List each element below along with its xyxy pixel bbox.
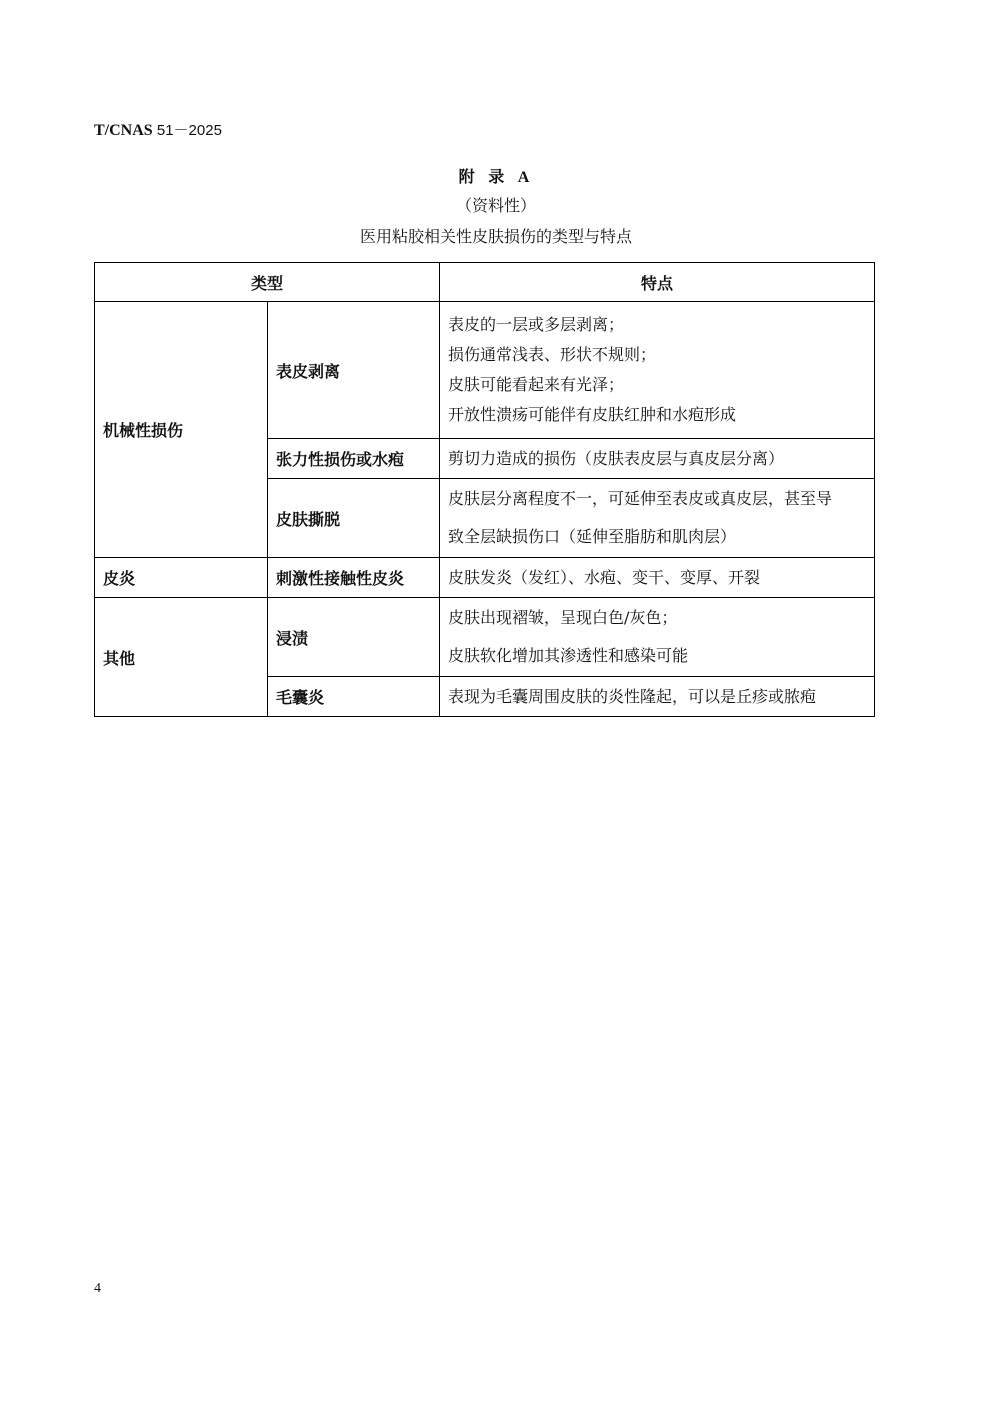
features-cell xyxy=(440,439,875,479)
feature-line: 皮肤层分离程度不一，可延伸至表皮或真皮层，甚至导 xyxy=(448,489,833,508)
feature-line: 损伤通常浅表、形状不规则； xyxy=(448,345,657,364)
subtype-cell: 表皮剥离 xyxy=(268,302,440,439)
category-cell: 其他 xyxy=(95,598,268,717)
column-header-type: 类型 xyxy=(95,263,440,302)
page-number: 4 xyxy=(94,1281,101,1296)
feature-line: 皮肤发炎（发红）、水疱、变干、变厚、开裂 xyxy=(448,567,761,587)
table-row xyxy=(95,302,875,439)
category-cell: 皮炎 xyxy=(95,558,268,598)
feature-line: 表现为毛囊周围皮肤的炎性隆起，可以是丘疹或脓疱 xyxy=(448,686,817,706)
category-cell: 机械性损伤 xyxy=(95,302,268,558)
appendix-title xyxy=(0,166,992,189)
features-cell xyxy=(440,558,875,598)
document-code xyxy=(94,120,222,141)
feature-line: 致全层缺损伤口（延伸至脂肪和肌肉层） xyxy=(448,527,737,546)
feature-line: 皮肤软化增加其渗透性和感染可能 xyxy=(448,646,689,665)
features-cell xyxy=(440,302,875,439)
feature-line: 表皮的一层或多层剥离； xyxy=(448,315,625,334)
document-code-number: 51－2025 xyxy=(152,122,222,139)
subtype-cell: 浸渍 xyxy=(268,598,440,677)
table-row xyxy=(95,558,875,598)
subtype-cell: 毛囊炎 xyxy=(268,677,440,717)
features-cell xyxy=(440,598,875,677)
document-code-prefix: T/CNAS xyxy=(94,122,153,139)
skin-injury-table xyxy=(94,262,875,717)
appendix-nature: （资料性） xyxy=(455,196,536,215)
table-row xyxy=(95,598,875,677)
table-header-row xyxy=(95,263,875,302)
subtype-cell: 刺激性接触性皮炎 xyxy=(268,558,440,598)
column-header-features: 特点 xyxy=(440,263,875,302)
feature-line: 皮肤可能看起来有光泽； xyxy=(448,375,625,394)
subtype-cell: 张力性损伤或水疱 xyxy=(268,439,440,479)
subtype-cell: 皮肤撕脱 xyxy=(268,479,440,558)
appendix-title-prefix: 附 录 xyxy=(458,167,518,186)
feature-line: 皮肤出现褶皱，呈现白色/灰色； xyxy=(448,608,678,627)
features-cell xyxy=(440,677,875,717)
appendix-heading: 医用粘胶相关性皮肤损伤的类型与特点 xyxy=(359,227,632,246)
feature-line: 开放性溃疡可能伴有皮肤红肿和水疱形成 xyxy=(448,405,737,424)
feature-line: 剪切力造成的损伤（皮肤表皮层与真皮层分离） xyxy=(448,448,785,468)
appendix-title-letter: A xyxy=(517,169,534,186)
features-cell xyxy=(440,479,875,558)
